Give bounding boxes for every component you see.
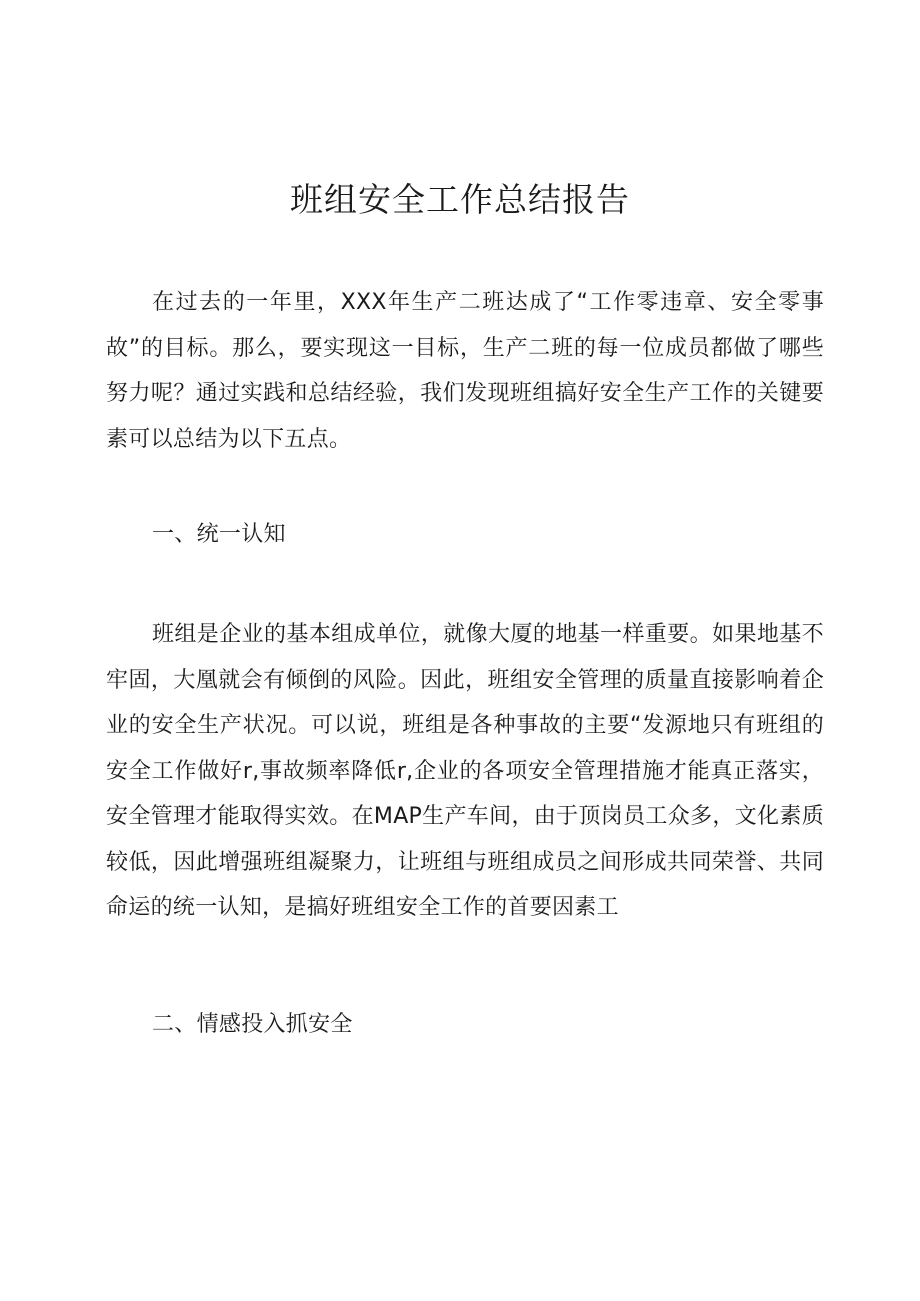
section-heading-unified-cognition: 一、统一认知: [152, 522, 286, 547]
intro-paragraph: 在过去的一年里，XXX年生产二班达成了“工作零违章、安全零事故”的目标。那么，要实现这一目标，生产二班的每一位成员都做了哪些努力呢？通过实践和总结经验，我们发现班组搞好安全生产工作的关键要素可以总结为以下五点。: [106, 290, 824, 452]
section-body-unified-cognition: 班组是企业的基本组成单位，就像大厦的地基一样重要。如果地基不牢固，大凰就会有倾倒的风险。因此，班组安全管理的质量直接影响着企业的安全生产状况。可以说，班组是各种事故的主要“发源地只有班组的安全工作做好r,事故频率降低r,企业的各项安全管理措施才能真正落实，安全管理才能取得实效。在MAP生产车间，由于顶岗员工众多，文化素质较低，因此增强班组凝聚力，让班组与班组成员之间形成共同荣誉、共同命运的统一认知，是搞好班组安全工作的首要因素工: [106, 622, 824, 920]
section-heading-emotional-investment: 二、情感投入抓安全: [152, 1012, 353, 1037]
document-title: 班组安全工作总结报告: [290, 180, 630, 219]
